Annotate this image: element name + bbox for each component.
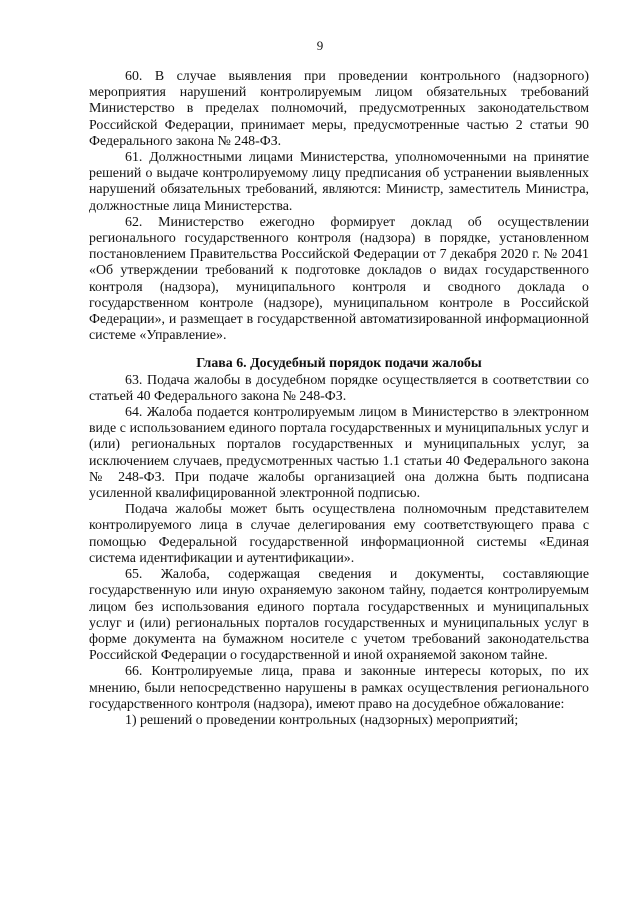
list-item: 1) решений о проведении контрольных (надзорных) мероприятий; bbox=[125, 712, 519, 728]
paragraph-61: 61. Должностными лицами Министерства, уполномоченными на принятие решений о выдаче контролируемому лицу предписания об устранении выявленных нарушений обязательных требований, являются: Министр, заместитель Министра, должностные лица Министерства. bbox=[89, 150, 589, 214]
paragraph-65: 65. Жалоба, содержащая сведения и документы, составляющие государственную или иную охраняемую законом тайну, подается контролируемым лицом без использования единого портала государственных и муниципальных услуг и (или) региональных порталов государственных и муниципальных услуг в форме документа на бумажном носителе с учетом требований законодательства Российской Федерации о государственной и иной охраняемой законом тайне. bbox=[89, 567, 589, 664]
paragraph-representative: Подача жалобы может быть осуществлена полномочным представителем контролируемого лица в случае делегирования ему соответствующего права с помощью Федеральной государственной информационной системы «Единая система идентификации и аутентификации». bbox=[89, 502, 589, 566]
paragraph-66: 66. Контролируемые лица, права и законные интересы которых, по их мнению, были непосредственно нарушены в рамках осуществления регионального государственного контроля (надзора), имеют право на досудебное обжалование: bbox=[89, 664, 589, 712]
paragraph-63: 63. Подача жалобы в досудебном порядке осуществляется в соответствии со статьей 40 Федерального закона № 248-ФЗ. bbox=[89, 372, 589, 404]
paragraph-64: 64. Жалоба подается контролируемым лицом в Министерство в электронном виде с использованием единого портала государственных и муниципальных услуг и (или) региональных порталов государственных и муниципальных услуг, за исключением случаев, предусмотренных частью 1.1 статьи 40 Федерального закона № 248-ФЗ. При подаче жалобы организацией она должна быть подписана усиленной квалифицированной электронной подписью. bbox=[89, 405, 589, 502]
paragraph-62: 62. Министерство ежегодно формирует доклад об осуществлении регионального государственного контроля (надзора) в порядке, установленном постановлением Правительства Российской Федерации от 7 декабря 2020 г. № 2041 «Об утверждении требований к подготовке докладов о видах государственного контроля (надзора), муниципального контроля и сводного доклада о государственном контроле (надзоре), муниципальном контроле в Российской Федерации», и размещает в государственной автоматизированной информационной системе «Управление». bbox=[89, 214, 589, 344]
paragraph-60: 60. В случае выявления при проведении контрольного (надзорного) мероприятия нарушений контролируемым лицом обязательных требований Министерство в пределах полномочий, предусмотренных законодательством Российской Федерации, принимает меры, предусмотренные частью 2 статьи 90 Федерального закона № 248-ФЗ. bbox=[89, 69, 589, 149]
chapter-heading: Глава 6. Досудебный порядок подачи жалобы bbox=[196, 356, 482, 372]
document-body bbox=[89, 69, 589, 729]
page-number: 9 bbox=[316, 38, 324, 53]
